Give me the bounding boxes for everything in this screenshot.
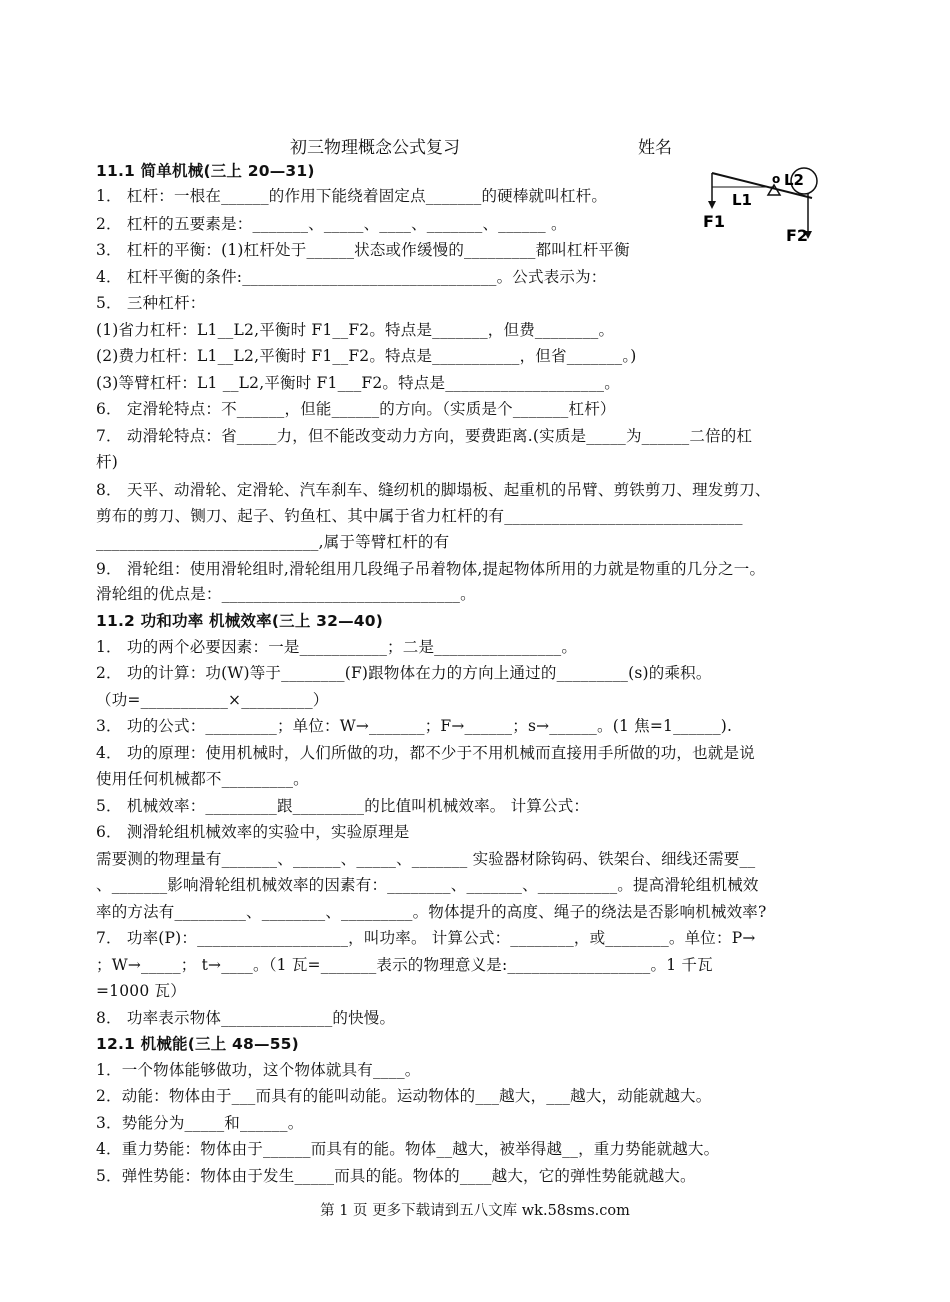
text-line: (3)等臂杠杆：L1 __L2,平衡时 F1___F2。特点是____________________。	[96, 374, 620, 392]
text-line: (1)省力杠杆：L1__L2,平衡时 F1__F2。特点是_______，但费________。	[96, 321, 615, 339]
text-line: 6． 定滑轮特点：不______，但能______的方向。（实质是个_______杠杆）	[96, 400, 616, 418]
text-line: 2．动能：物体由于___而具有的能叫动能。运动物体的___越大，___越大，动能就越大。	[96, 1087, 712, 1105]
section-heading-12-1: 12.1 机械能(三上 48—55)	[96, 1035, 299, 1053]
text-line: 滑轮组的优点是：______________________________。	[96, 585, 476, 603]
text-line: 9． 滑轮组：使用滑轮组时,滑轮组用几段绳子吊着物体,提起物体所用的力就是物重的几分之一。	[96, 560, 766, 578]
text-line: 需要测的物理量有_______、______、_____、_______ 实验器材除钩码、铁架台、细线还需要__	[96, 850, 756, 868]
text-line: 8． 天平、动滑轮、定滑轮、汽车刹车、缝纫机的脚塌板、起重机的吊臂、剪铁剪刀、理发剪刀、	[96, 481, 771, 499]
section-heading-11-2: 11.2 功和功率 机械效率(三上 32—40)	[96, 612, 384, 630]
text-line: 5． 机械效率：_________跟_________的比值叫机械效率。 计算公式：	[96, 797, 590, 815]
text-line: 3． 杠杆的平衡：(1)杠杆处于______状态或作缓慢的_________都叫杠杆平衡	[96, 241, 630, 259]
text-line: 2． 杠杆的五要素是：_______、_____、____、_______、______ 。	[96, 215, 567, 233]
text-line: ；W→_____； t→____。（1 瓦=_______表示的物理意义是:__________________。1 千瓦	[96, 956, 713, 974]
f1-label: F1	[703, 212, 726, 231]
text-line: 率的方法有_________、________、_________。物体提升的高度、绳子的绕法是否影响机械效率?	[96, 903, 767, 921]
text-line: 1． 功的两个必要因素：一是___________；二是________________。	[96, 638, 578, 656]
text-line: (2)费力杠杆：L1__L2,平衡时 F1__F2。特点是___________，但省_______。)	[96, 347, 637, 365]
name-label: 姓名	[638, 138, 672, 158]
text-line: =1000 瓦）	[96, 982, 186, 1000]
text-line: ____________________________,属于等臂杠杆的有	[96, 533, 450, 551]
text-line: 2． 功的计算：功(W)等于________(F)跟物体在力的方向上通过的_________(s)的乘积。	[96, 664, 712, 682]
section-heading-11-1: 11.1 简单机械(三上 20—31)	[96, 162, 315, 180]
text-line: 4． 杠杆平衡的条件:________________________________。公式表示为：	[96, 268, 607, 286]
text-line: 6． 测滑轮组机械效率的实验中，实验原理是	[96, 823, 410, 841]
text-line: 使用任何机械都不_________。	[96, 770, 309, 788]
text-line: 1．一个物体能够做功，这个物体就具有____。	[96, 1061, 421, 1079]
lever-diagram	[700, 163, 825, 248]
text-line: 1． 杠杆：一根在______的作用下能绕着固定点_______的硬棒就叫杠杆。	[96, 187, 608, 205]
text-line: 5．弹性势能：物体由于发生_____而具的能。物体的____越大，它的弹性势能就越大。	[96, 1167, 696, 1185]
page-footer: 第 1 页 更多下载请到五八文库 wk.58sms.com	[320, 1203, 630, 1219]
text-line: 8． 功率表示物体______________的快慢。	[96, 1009, 396, 1027]
text-line: 3． 功的公式：_________；单位：W→_______；F→______；s→______。(1 焦=1______).	[96, 717, 733, 735]
text-line: （功=___________×_________）	[96, 691, 329, 709]
text-line: 剪布的剪刀、铡刀、起子、钓鱼杠、其中属于省力杠杆的有______________________________	[96, 507, 743, 525]
text-line: 4． 功的原理：使用机械时，人们所做的功，都不少于不用机械而直接用手所做的功，也就是说	[96, 744, 755, 762]
text-line: 3．势能分为_____和______。	[96, 1114, 304, 1132]
page-title: 初三物理概念公式复习	[290, 138, 460, 158]
f1-arrowhead	[708, 201, 716, 209]
f2-label: F2	[786, 226, 809, 245]
text-line: 杆)	[96, 453, 118, 471]
text-line: 7． 功率(P)：___________________，叫功率。 计算公式：________，或________。单位：P→	[96, 929, 756, 947]
o-label: o	[772, 172, 781, 186]
text-line: 5． 三种杠杆：	[96, 294, 206, 312]
l2-label: L2	[784, 171, 804, 189]
l1-label: L1	[732, 191, 752, 209]
text-line: 4．重力势能：物体由于______而具有的能。物体__越大，被举得越__，重力势能就越大。	[96, 1140, 720, 1158]
text-line: 、_______影响滑轮组机械效率的因素有：________、_______、__________。提高滑轮组机械效	[96, 876, 759, 894]
text-line: 7． 动滑轮特点：省_____力，但不能改变动力方向，要费距离.(实质是_____为______二倍的杠	[96, 427, 753, 445]
